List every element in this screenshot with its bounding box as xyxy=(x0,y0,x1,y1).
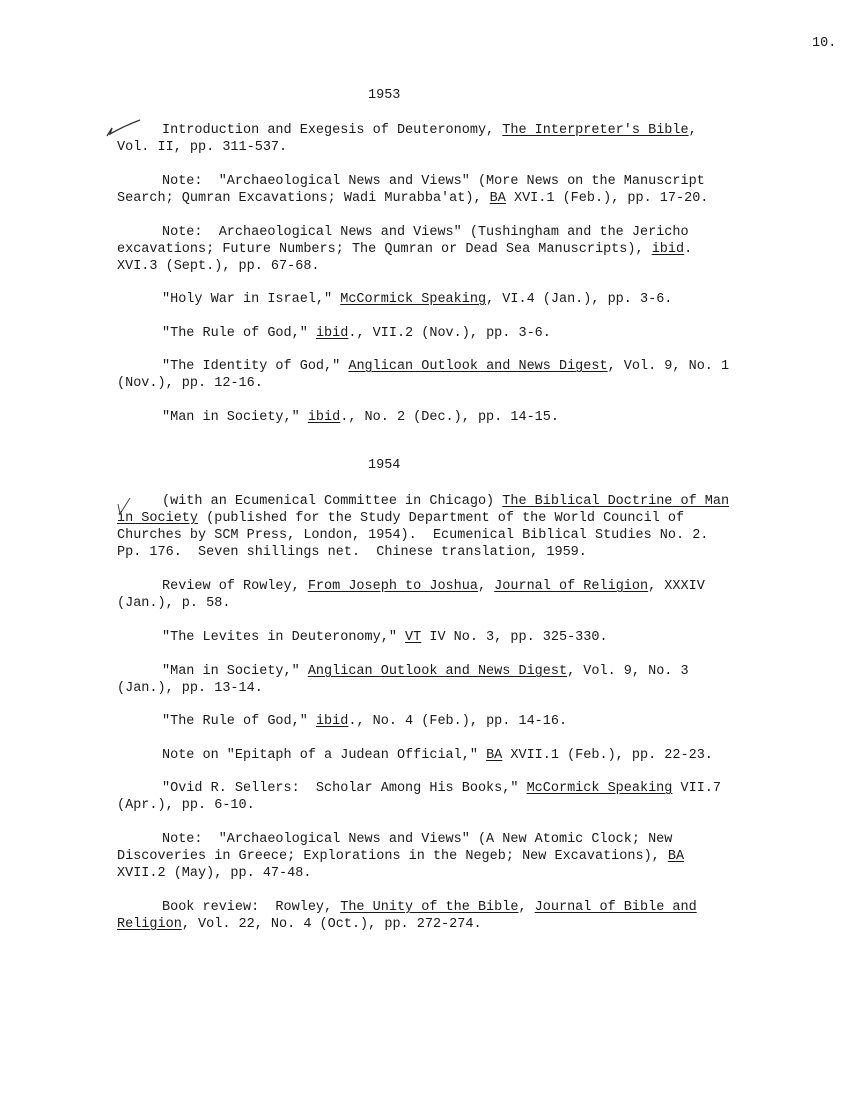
entry-line xyxy=(117,409,797,426)
entry-line xyxy=(117,747,797,764)
entry-text: XVI.3 (Sept.), pp. 67-68. xyxy=(117,259,320,274)
entry-text: "The Rule of God," xyxy=(162,714,316,729)
underlined-title: ibid xyxy=(651,242,685,257)
underlined-title: BA xyxy=(667,849,685,864)
entry-line xyxy=(117,358,797,375)
underlined-title: ibid xyxy=(315,714,349,729)
underlined-title: Anglican Outlook and News Digest xyxy=(348,359,608,374)
entry-line xyxy=(117,375,797,392)
entry-text: XVII.2 (May), pp. 47-48. xyxy=(117,866,312,881)
entry-text: ., No. 4 (Feb.), pp. 14-16. xyxy=(348,714,568,729)
entry-line xyxy=(117,865,797,882)
entry-line xyxy=(117,595,797,612)
entry-line xyxy=(117,493,797,510)
entry-text: "The Rule of God," xyxy=(162,326,316,341)
bibliography-entry xyxy=(117,358,797,392)
underlined-title: ibid xyxy=(307,410,341,425)
underlined-title: McCormick Speaking xyxy=(340,292,487,307)
underlined-title: Journal of Bible and xyxy=(534,900,697,915)
entry-line xyxy=(117,629,797,646)
bibliography-entry xyxy=(117,747,797,764)
entry-text: (with an Ecumenical Committee in Chicago) xyxy=(162,494,503,509)
entry-text: excavations; Future Numbers; The Qumran or Dead Sea Manuscripts), xyxy=(117,242,652,257)
underlined-title: The Biblical Doctrine of Man xyxy=(502,494,730,509)
underlined-title: in Society xyxy=(117,511,199,526)
entry-line xyxy=(117,139,797,156)
bibliography-entry xyxy=(117,291,797,308)
entry-line xyxy=(117,291,797,308)
bibliography-entry xyxy=(117,122,797,156)
bibliography-entry xyxy=(117,493,797,561)
entry-text: XVI.1 (Feb.), pp. 17-20. xyxy=(505,191,709,206)
entry-text: , XXXIV xyxy=(648,579,705,594)
bibliography-entry xyxy=(117,663,797,697)
entry-text: ., No. 2 (Dec.), pp. 14-15. xyxy=(340,410,559,425)
page-number: 10. xyxy=(812,36,837,51)
bibliography-entry xyxy=(117,629,797,646)
entry-text: "Man in Society," xyxy=(162,410,308,425)
entry-text: Note: "Archaeological News and Views" (A New Atomic Clock; New xyxy=(162,832,673,847)
bibliography-entry xyxy=(117,899,797,933)
bibliography-entry xyxy=(117,325,797,342)
underlined-title: Journal of Religion xyxy=(494,579,649,594)
entry-line xyxy=(117,848,797,865)
entry-text: , Vol. 9, No. 1 xyxy=(607,359,730,374)
year-heading: 1953 xyxy=(368,88,401,103)
entry-line xyxy=(117,190,797,207)
entry-text: "Holy War in Israel," xyxy=(162,292,341,307)
entry-text: XVII.1 (Feb.), pp. 22-23. xyxy=(502,748,713,763)
entry-line xyxy=(117,713,797,730)
entry-text: (Nov.), pp. 12-16. xyxy=(117,376,263,391)
entry-text: IV No. 3, pp. 325-330. xyxy=(421,630,608,645)
entry-line xyxy=(117,663,797,680)
entry-text: ., VII.2 (Nov.), pp. 3-6. xyxy=(348,326,551,341)
entry-line xyxy=(117,680,797,697)
bibliography-entry xyxy=(117,831,797,882)
entry-text: , Vol. 22, No. 4 (Oct.), pp. 272-274. xyxy=(181,917,482,932)
underlined-title: From Joseph to Joshua xyxy=(307,579,478,594)
entry-text: Note on "Epitaph of a Judean Official," xyxy=(162,748,487,763)
underlined-title: ibid xyxy=(315,326,349,341)
entry-line xyxy=(117,173,797,190)
entry-text: Review of Rowley, xyxy=(162,579,308,594)
entry-line xyxy=(117,899,797,916)
entry-line xyxy=(117,831,797,848)
entry-text: Pp. 176. Seven shillings net. Chinese translation, 1959. xyxy=(117,545,587,560)
underlined-title: McCormick Speaking xyxy=(526,781,673,796)
bibliography-entry xyxy=(117,780,797,814)
entry-line xyxy=(117,916,797,933)
entry-line xyxy=(117,258,797,275)
entry-line xyxy=(117,510,797,527)
underlined-title: Religion xyxy=(117,917,182,932)
entry-line xyxy=(117,527,797,544)
entry-text: , xyxy=(477,579,495,594)
entry-text: , xyxy=(688,123,697,138)
entry-text: Note: "Archaeological News and Views" (More News on the Manuscript xyxy=(162,174,705,189)
underlined-title: BA xyxy=(489,191,506,206)
entry-text: (Apr.), pp. 6-10. xyxy=(117,798,255,813)
entry-text: Note: Archaeological News and Views" (Tushingham and the Jericho xyxy=(162,225,689,240)
entry-text: Search; Qumran Excavations; Wadi Murabba'at), xyxy=(117,191,490,206)
entry-line xyxy=(117,780,797,797)
entry-line xyxy=(117,325,797,342)
underlined-title: BA xyxy=(486,748,503,763)
entry-text: Discoveries in Greece; Explorations in the Negeb; New Excavations), xyxy=(117,849,668,864)
entry-line xyxy=(117,544,797,561)
entry-text: , Vol. 9, No. 3 xyxy=(567,664,689,679)
underlined-title: VT xyxy=(405,630,422,645)
entry-text: . xyxy=(684,242,693,257)
entry-text: (Jan.), p. 58. xyxy=(117,596,231,611)
bibliography-entry xyxy=(117,578,797,612)
bibliography-entry xyxy=(117,224,797,275)
entry-line xyxy=(117,224,797,241)
bibliography-entry xyxy=(117,173,797,207)
entry-line xyxy=(117,241,797,258)
entry-text: "Ovid R. Sellers: Scholar Among His Books," xyxy=(162,781,527,796)
bibliography-entry xyxy=(117,409,797,426)
entry-text: Churches by SCM Press, London, 1954). Ecumenical Biblical Studies No. 2. xyxy=(117,528,709,543)
year-heading: 1954 xyxy=(368,458,401,473)
entry-text: VII.7 xyxy=(672,781,721,796)
entry-line xyxy=(117,122,797,139)
underlined-title: The Interpreter's Bible xyxy=(502,123,689,138)
entry-text: "The Identity of God," xyxy=(162,359,349,374)
entry-text: (Jan.), pp. 13-14. xyxy=(117,681,263,696)
entry-text: (published for the Study Department of the World Council of xyxy=(198,511,685,526)
entry-text: Introduction and Exegesis of Deuteronomy, xyxy=(162,123,503,138)
entry-text: Book review: Rowley, xyxy=(162,900,341,915)
entry-line xyxy=(117,797,797,814)
entry-text: , VI.4 (Jan.), pp. 3-6. xyxy=(486,292,673,307)
entry-text: "The Levites in Deuteronomy," xyxy=(162,630,406,645)
underlined-title: The Unity of the Bible xyxy=(340,900,519,915)
entry-line xyxy=(117,578,797,595)
bibliography-entry xyxy=(117,713,797,730)
entry-text: "Man in Society," xyxy=(162,664,308,679)
entry-text: Vol. II, pp. 311-537. xyxy=(117,140,288,155)
entry-text: , xyxy=(518,900,535,915)
underlined-title: Anglican Outlook and News Digest xyxy=(307,664,568,679)
